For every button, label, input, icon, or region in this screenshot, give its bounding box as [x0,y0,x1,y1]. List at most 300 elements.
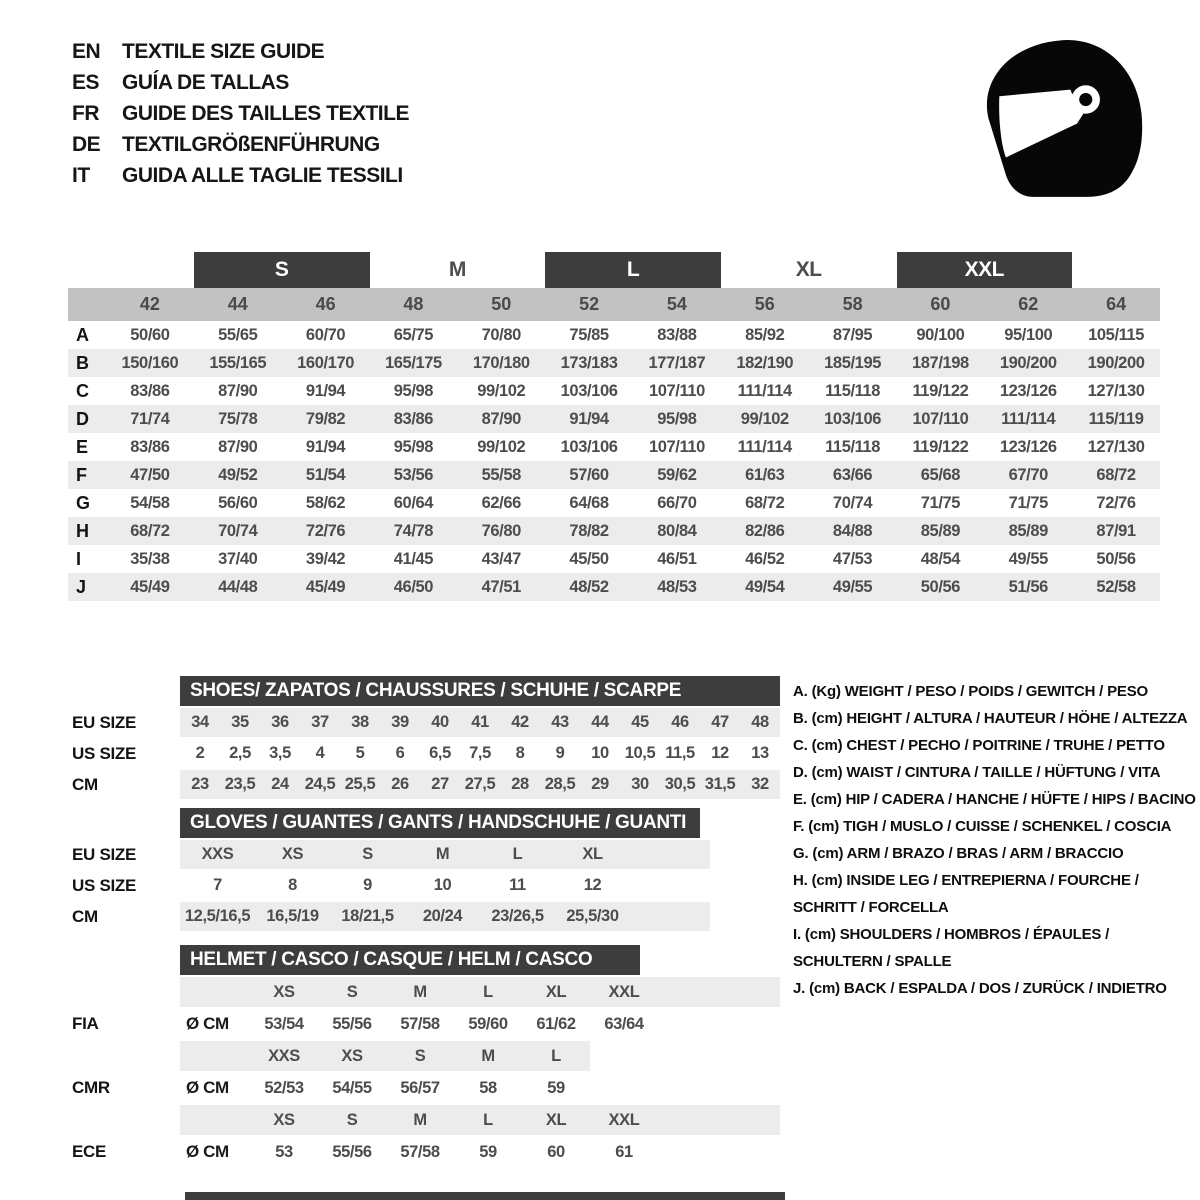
measurement-value: 75/85 [569,325,609,344]
measurement-value: 119/122 [912,437,969,456]
legend-item-c: C. (cm) CHEST / PECHO / POITRINE / TRUHE / PETTO [793,737,1165,754]
measurement-value: 165/175 [384,353,442,372]
measurement-value: 65/75 [393,325,434,344]
measurement-value: 123/126 [999,381,1057,400]
measurement-row-i [68,545,1160,573]
measurement-value: 55/58 [481,465,521,484]
measurement-value: 37/40 [218,549,258,568]
helmet-value: 52/53 [264,1078,304,1097]
measurement-value: 48/52 [569,577,609,596]
guide-title: GUIDE DES TAILLES TEXTILE [122,101,409,125]
measurement-value: 87/90 [218,381,258,400]
legend-item-h: H. (cm) INSIDE LEG / ENTREPIERNA / FOURCHE / SCHRITT / FORCELLA [793,872,1139,916]
size-value: 9 [555,744,565,762]
numeric-size: 62 [1018,294,1039,314]
helmet-value: 57/58 [400,1014,440,1033]
size-value: XS [281,845,304,863]
numeric-size: 54 [666,294,687,314]
measurement-value: 50/56 [920,577,961,596]
size-value: 24,5 [304,775,336,793]
numeric-size: 48 [403,294,424,314]
measurement-value: 60/64 [393,493,434,512]
size-value: 12,5/16,5 [184,907,251,925]
numeric-size: 44 [227,294,248,314]
size-value: 13 [751,744,769,762]
measurement-value: 68/72 [745,493,785,512]
row-label: C [76,380,89,401]
row-label: F [76,464,87,485]
size-value: 37 [311,713,329,731]
measurement-value: 41/45 [393,549,434,568]
measurement-value: 48/54 [920,549,961,568]
size-value: 41 [471,713,489,731]
legend-item-g: G. (cm) ARM / BRAZO / BRAS / ARM / BRACCIO [793,845,1124,862]
row-label: CM [72,906,98,926]
measurement-value: 45/49 [305,577,346,596]
measurement-value: 85/89 [1008,521,1048,540]
helmet-size-table [68,945,780,1169]
measurement-value: 55/65 [218,325,258,344]
diameter-unit: Ø CM [186,1078,229,1097]
measurement-value: 51/56 [1008,577,1048,596]
helmet-sizes-row [68,977,780,1007]
size-group-xl: XL [795,258,822,281]
measurement-value: 115/118 [825,381,881,400]
helmet-value: 59/60 [468,1014,508,1033]
size-group-m: M [448,258,466,281]
measurement-row-b [68,349,1160,377]
helmet-value: 61 [615,1142,633,1161]
size-value: 40 [431,713,449,731]
measurement-value: 50/60 [130,325,170,344]
size-value: 26 [391,775,409,793]
language-row [72,67,409,98]
measurement-value: 111/114 [737,381,792,400]
helmet-title: HELMET / CASCO / CASQUE / HELM / CASCO [180,945,640,975]
helmet-value: 60 [547,1142,565,1161]
helmet-values [180,1009,780,1039]
helmet-size: XXL [608,1110,640,1129]
row-values [180,770,780,799]
measurement-value: 70/80 [481,325,521,344]
measurement-value: 127/130 [1087,381,1145,400]
size-value: 11 [509,876,526,894]
numeric-size: 56 [754,294,775,314]
measurement-value: 71/75 [920,493,961,512]
standard-label: ECE [72,1142,107,1161]
unit-spacer [180,1041,250,1071]
size-value: 10 [433,876,452,894]
measurement-value: 50/56 [1096,549,1136,568]
helmet-values-row [68,1009,780,1039]
size-value: 27,5 [464,775,496,793]
cropped-next-section-bar [185,1192,785,1200]
row-values [180,708,780,737]
size-value: 8 [515,744,525,762]
language-row [72,129,409,160]
measurement-value: 46/51 [657,549,697,568]
size-value: 6,5 [429,744,451,762]
measurement-value: 59/62 [657,465,697,484]
measurement-value: 85/92 [745,325,785,344]
measurement-value: 103/106 [560,437,618,456]
row-label: I [76,548,82,569]
measurement-value: 115/119 [1088,409,1144,428]
measurement-row-h [68,517,1160,545]
row-label-spacer [68,1105,180,1135]
gloves-size-table [68,808,710,933]
size-value: XL [582,845,603,863]
helmet-value: 56/57 [400,1078,440,1097]
size-value: 7,5 [469,744,491,762]
measurement-value: 52/58 [1096,577,1136,596]
measurement-value: 70/74 [218,521,258,540]
measurement-value: 90/100 [916,325,965,344]
measurement-value: 95/98 [657,409,697,428]
helmet-size: L [551,1046,561,1065]
measurement-value: 119/122 [912,381,969,400]
size-value: L [512,845,523,863]
size-value: 2,5 [229,744,251,762]
measurement-value: 173/183 [560,353,618,372]
shoes-rows [68,708,780,799]
helmet-size: M [481,1046,495,1065]
row-label: EU SIZE [72,712,137,732]
numeric-size: 46 [315,294,336,314]
measurement-value: 54/58 [130,493,170,512]
measurement-value: 71/74 [130,409,170,428]
numeric-size-row [68,288,1160,321]
measurement-value: 105/115 [1088,325,1145,344]
size-value: 18/21,5 [341,907,394,925]
standard-label: FIA [72,1014,99,1033]
measurement-value: 74/78 [393,521,434,540]
size-value: 39 [391,713,409,731]
measurement-value: 83/86 [130,437,170,456]
measurement-value: 48/53 [657,577,697,596]
numeric-size: 52 [579,294,600,314]
helmet-values-row [68,1073,780,1103]
measurement-value: 83/86 [393,409,434,428]
measurement-value: 49/55 [1008,549,1048,568]
size-value: 30,5 [664,775,696,793]
measurement-value: 46/50 [393,577,434,596]
measurement-value: 53/56 [393,465,434,484]
helmet-size: L [483,982,493,1001]
measurement-value: 71/75 [1008,493,1048,512]
unit-spacer [180,1105,250,1135]
legend-item-i: I. (cm) SHOULDERS / HOMBROS / ÉPAULES / SCHULTERN / SPALLE [793,926,1110,970]
row-label: H [76,520,89,541]
measurement-value: 47/50 [130,465,170,484]
measurement-value: 85/89 [920,521,961,540]
size-row [68,902,710,931]
helmet-value: 58 [479,1078,497,1097]
measurement-value: 60/70 [305,325,346,344]
measurement-row-d [68,405,1160,433]
helmet-size: S [346,1110,358,1129]
measurement-value: 58/62 [305,493,346,512]
helmet-value: 59 [479,1142,497,1161]
measurement-value: 44/48 [218,577,258,596]
measurement-value: 170/180 [472,353,530,372]
row-values [180,902,710,931]
legend-item-b: B. (cm) HEIGHT / ALTURA / HAUTEUR / HÖHE / ALTEZZA [793,710,1188,727]
size-value: 46 [671,713,689,731]
row-values [180,739,780,768]
row-label-spacer [68,288,106,321]
measurement-value: 91/94 [305,381,346,400]
helmet-value: 59 [547,1078,565,1097]
row-label-spacer [68,977,180,1007]
measurement-value: 39/42 [305,549,346,568]
size-value: 23,5 [224,775,256,793]
helmet-size: XXL [608,982,640,1001]
size-row [68,840,710,869]
size-value: 8 [288,876,297,894]
size-row [68,739,780,768]
legend-item-j: J. (cm) BACK / ESPALDA / DOS / ZURÜCK / INDIETRO [793,980,1167,997]
helmet-size: XL [545,982,567,1001]
size-value: 4 [315,744,325,762]
helmet-sizes-row [68,1041,780,1071]
helmet-value: 53/54 [264,1014,304,1033]
measurement-value: 65/68 [920,465,961,484]
size-value: 28,5 [544,775,576,793]
measurement-value: 190/200 [999,353,1057,372]
language-code: ES [72,70,100,94]
language-row [72,36,409,67]
size-row [68,871,710,900]
legend-item-d: D. (cm) WAIST / CINTURA / TAILLE / HÜFTUNG / VITA [793,764,1161,781]
measurement-value: 95/100 [1004,325,1053,344]
guide-title: TEXTILE SIZE GUIDE [122,39,325,63]
size-value: 10,5 [624,744,656,762]
measurement-value: 49/54 [745,577,785,596]
size-value: 48 [751,713,769,731]
measurement-value: 91/94 [305,437,346,456]
measurement-row-e [68,433,1160,461]
measurement-value: 82/86 [745,521,785,540]
helmet-size: XS [341,1046,363,1065]
gloves-rows [68,840,710,931]
measurement-value: 57/60 [569,465,609,484]
measurement-value: 182/190 [736,353,794,372]
measurement-value: 79/82 [305,409,346,428]
measurement-value: 123/126 [999,437,1057,456]
row-label: J [76,576,87,597]
measurement-value: 51/54 [305,465,346,484]
size-value: 45 [631,713,649,731]
size-value: 11,5 [665,744,695,762]
measurement-value: 83/88 [657,325,697,344]
measurement-value: 187/198 [911,353,969,372]
measurement-value: 49/52 [218,465,258,484]
size-value: 43 [551,713,569,731]
measurement-value: 75/78 [218,409,258,428]
size-value: 35 [231,713,249,731]
numeric-size: 50 [491,294,512,314]
measurement-value: 47/51 [481,577,521,596]
language-header [72,36,409,191]
helmet-value: 53 [275,1142,293,1161]
size-row [68,708,780,737]
language-code: DE [72,132,101,156]
measurement-value: 111/114 [737,437,792,456]
row-label: B [76,352,89,373]
helmet-value: 55/56 [332,1014,372,1033]
size-value: XXS [201,845,234,863]
measurement-value: 95/98 [393,437,434,456]
group-spacer [68,252,194,288]
measurement-value: 61/63 [745,465,785,484]
diameter-unit: Ø CM [186,1142,229,1161]
measurement-value: 99/102 [740,409,789,428]
measurement-value: 64/68 [569,493,609,512]
measurement-value: 190/200 [1087,353,1145,372]
measurement-value: 160/170 [297,353,354,372]
size-group-xxl: XXL [897,252,1073,288]
size-value: 30 [631,775,649,793]
guide-title: TEXTILGRÖßENFÜHRUNG [122,132,380,156]
size-value: 7 [213,876,222,894]
racing-helmet-icon [972,28,1147,206]
language-code: EN [72,39,101,63]
measurement-value: 45/50 [569,549,609,568]
helmet-value: 57/58 [400,1142,440,1161]
row-label: E [76,436,89,457]
size-value: 6 [395,744,405,762]
measurement-row-g [68,489,1160,517]
measurement-value: 95/98 [393,381,434,400]
helmet-size: S [414,1046,426,1065]
size-value: 10 [591,744,609,762]
row-label: EU SIZE [72,844,137,864]
row-label: CM [72,774,98,794]
size-value: 23/26,5 [491,907,544,925]
numeric-size: 58 [842,294,863,314]
measurement-value: 107/110 [912,409,969,428]
row-label: US SIZE [72,743,137,763]
guide-title: GUIDA ALLE TAGLIE TESSILI [122,163,403,187]
measurement-value: 115/118 [825,437,881,456]
size-value: 5 [355,744,365,762]
size-value: M [435,845,450,863]
numeric-size: 64 [1106,294,1127,314]
measurement-row-a [68,321,1160,349]
measurement-value: 107/110 [648,437,705,456]
row-label: D [76,408,89,429]
measurement-value: 87/95 [832,325,873,344]
standard-label: CMR [72,1078,110,1097]
measurement-value: 87/91 [1096,521,1136,540]
measurement-row-c [68,377,1160,405]
measurement-value: 49/55 [832,577,873,596]
measurement-value: 185/195 [824,353,881,372]
helmet-values [180,1073,590,1103]
gloves-title: GLOVES / GUANTES / GANTS / HANDSCHUHE / GUANTI [180,808,700,838]
helmet-size: XXS [268,1046,300,1065]
measurement-value: 177/187 [648,353,706,372]
measurement-value: 155/165 [209,353,267,372]
helmet-size: XS [273,1110,295,1129]
measurement-value: 87/90 [218,437,258,456]
measurement-value: 83/86 [130,381,170,400]
helmet-values-row [68,1137,780,1167]
measurement-value: 56/60 [218,493,258,512]
measurement-value: 35/38 [130,549,170,568]
size-value: 25,5/30 [566,907,619,925]
helmet-size: S [346,982,358,1001]
measurement-value: 87/90 [481,409,521,428]
row-values [180,871,710,900]
size-value: 42 [511,713,529,731]
helmet-sizes-row [68,1105,780,1135]
size-value: 27 [431,775,449,793]
measurement-value: 103/106 [824,409,881,428]
unit-spacer [180,977,250,1007]
measurement-value: 127/130 [1087,437,1145,456]
size-value: 38 [351,713,369,731]
size-value: 24 [271,775,289,793]
language-row [72,98,409,129]
legend-item-f: F. (cm) TIGH / MUSLO / CUISSE / SCHENKEL / COSCIA [793,818,1172,835]
measurement-value: 46/52 [745,549,785,568]
helmet-value: 54/55 [332,1078,372,1097]
legend-item-e: E. (cm) HIP / CADERA / HANCHE / HÜFTE / HIPS / BACINO [793,791,1196,808]
helmet-size: XL [545,1110,567,1129]
measurement-value: 107/110 [648,381,705,400]
size-value: 20/24 [422,907,463,925]
size-value: 23 [191,775,209,793]
shoes-title: SHOES/ ZAPATOS / CHAUSSURES / SCHUHE / SCARPE [180,676,780,706]
size-value: 25,5 [344,775,376,793]
measurement-value: 150/160 [121,353,179,372]
size-value: 9 [363,876,372,894]
numeric-size: 60 [930,294,951,314]
size-value: 3,5 [269,744,291,762]
size-group-row [68,252,1160,288]
size-value: 2 [195,744,205,762]
helmet-size: M [413,1110,427,1129]
measurement-value: 47/53 [832,549,873,568]
measurement-value: 80/84 [657,521,697,540]
diameter-unit: Ø CM [186,1014,229,1033]
measurement-value: 76/80 [481,521,521,540]
measurement-value: 70/74 [832,493,873,512]
size-row [68,770,780,799]
measurement-value: 45/49 [130,577,170,596]
helmet-size: L [483,1110,493,1129]
size-group-l: L [545,252,721,288]
size-value: 12 [711,744,729,762]
helmet-rows [68,977,780,1167]
shoes-size-table [68,676,780,801]
measurement-value: 72/76 [1096,493,1136,512]
helmet-sizes [180,1041,590,1071]
size-value: 34 [191,713,209,731]
size-value: 12 [583,876,602,894]
measurement-value: 111/114 [1001,409,1056,428]
row-values [180,840,710,869]
size-value: S [362,845,373,863]
size-value: 44 [591,713,609,731]
size-value: 29 [591,775,609,793]
measurement-value: 63/66 [832,465,873,484]
apparel-size-table [68,252,1160,601]
size-group-s: S [194,252,370,288]
measurement-value: 62/66 [481,493,521,512]
